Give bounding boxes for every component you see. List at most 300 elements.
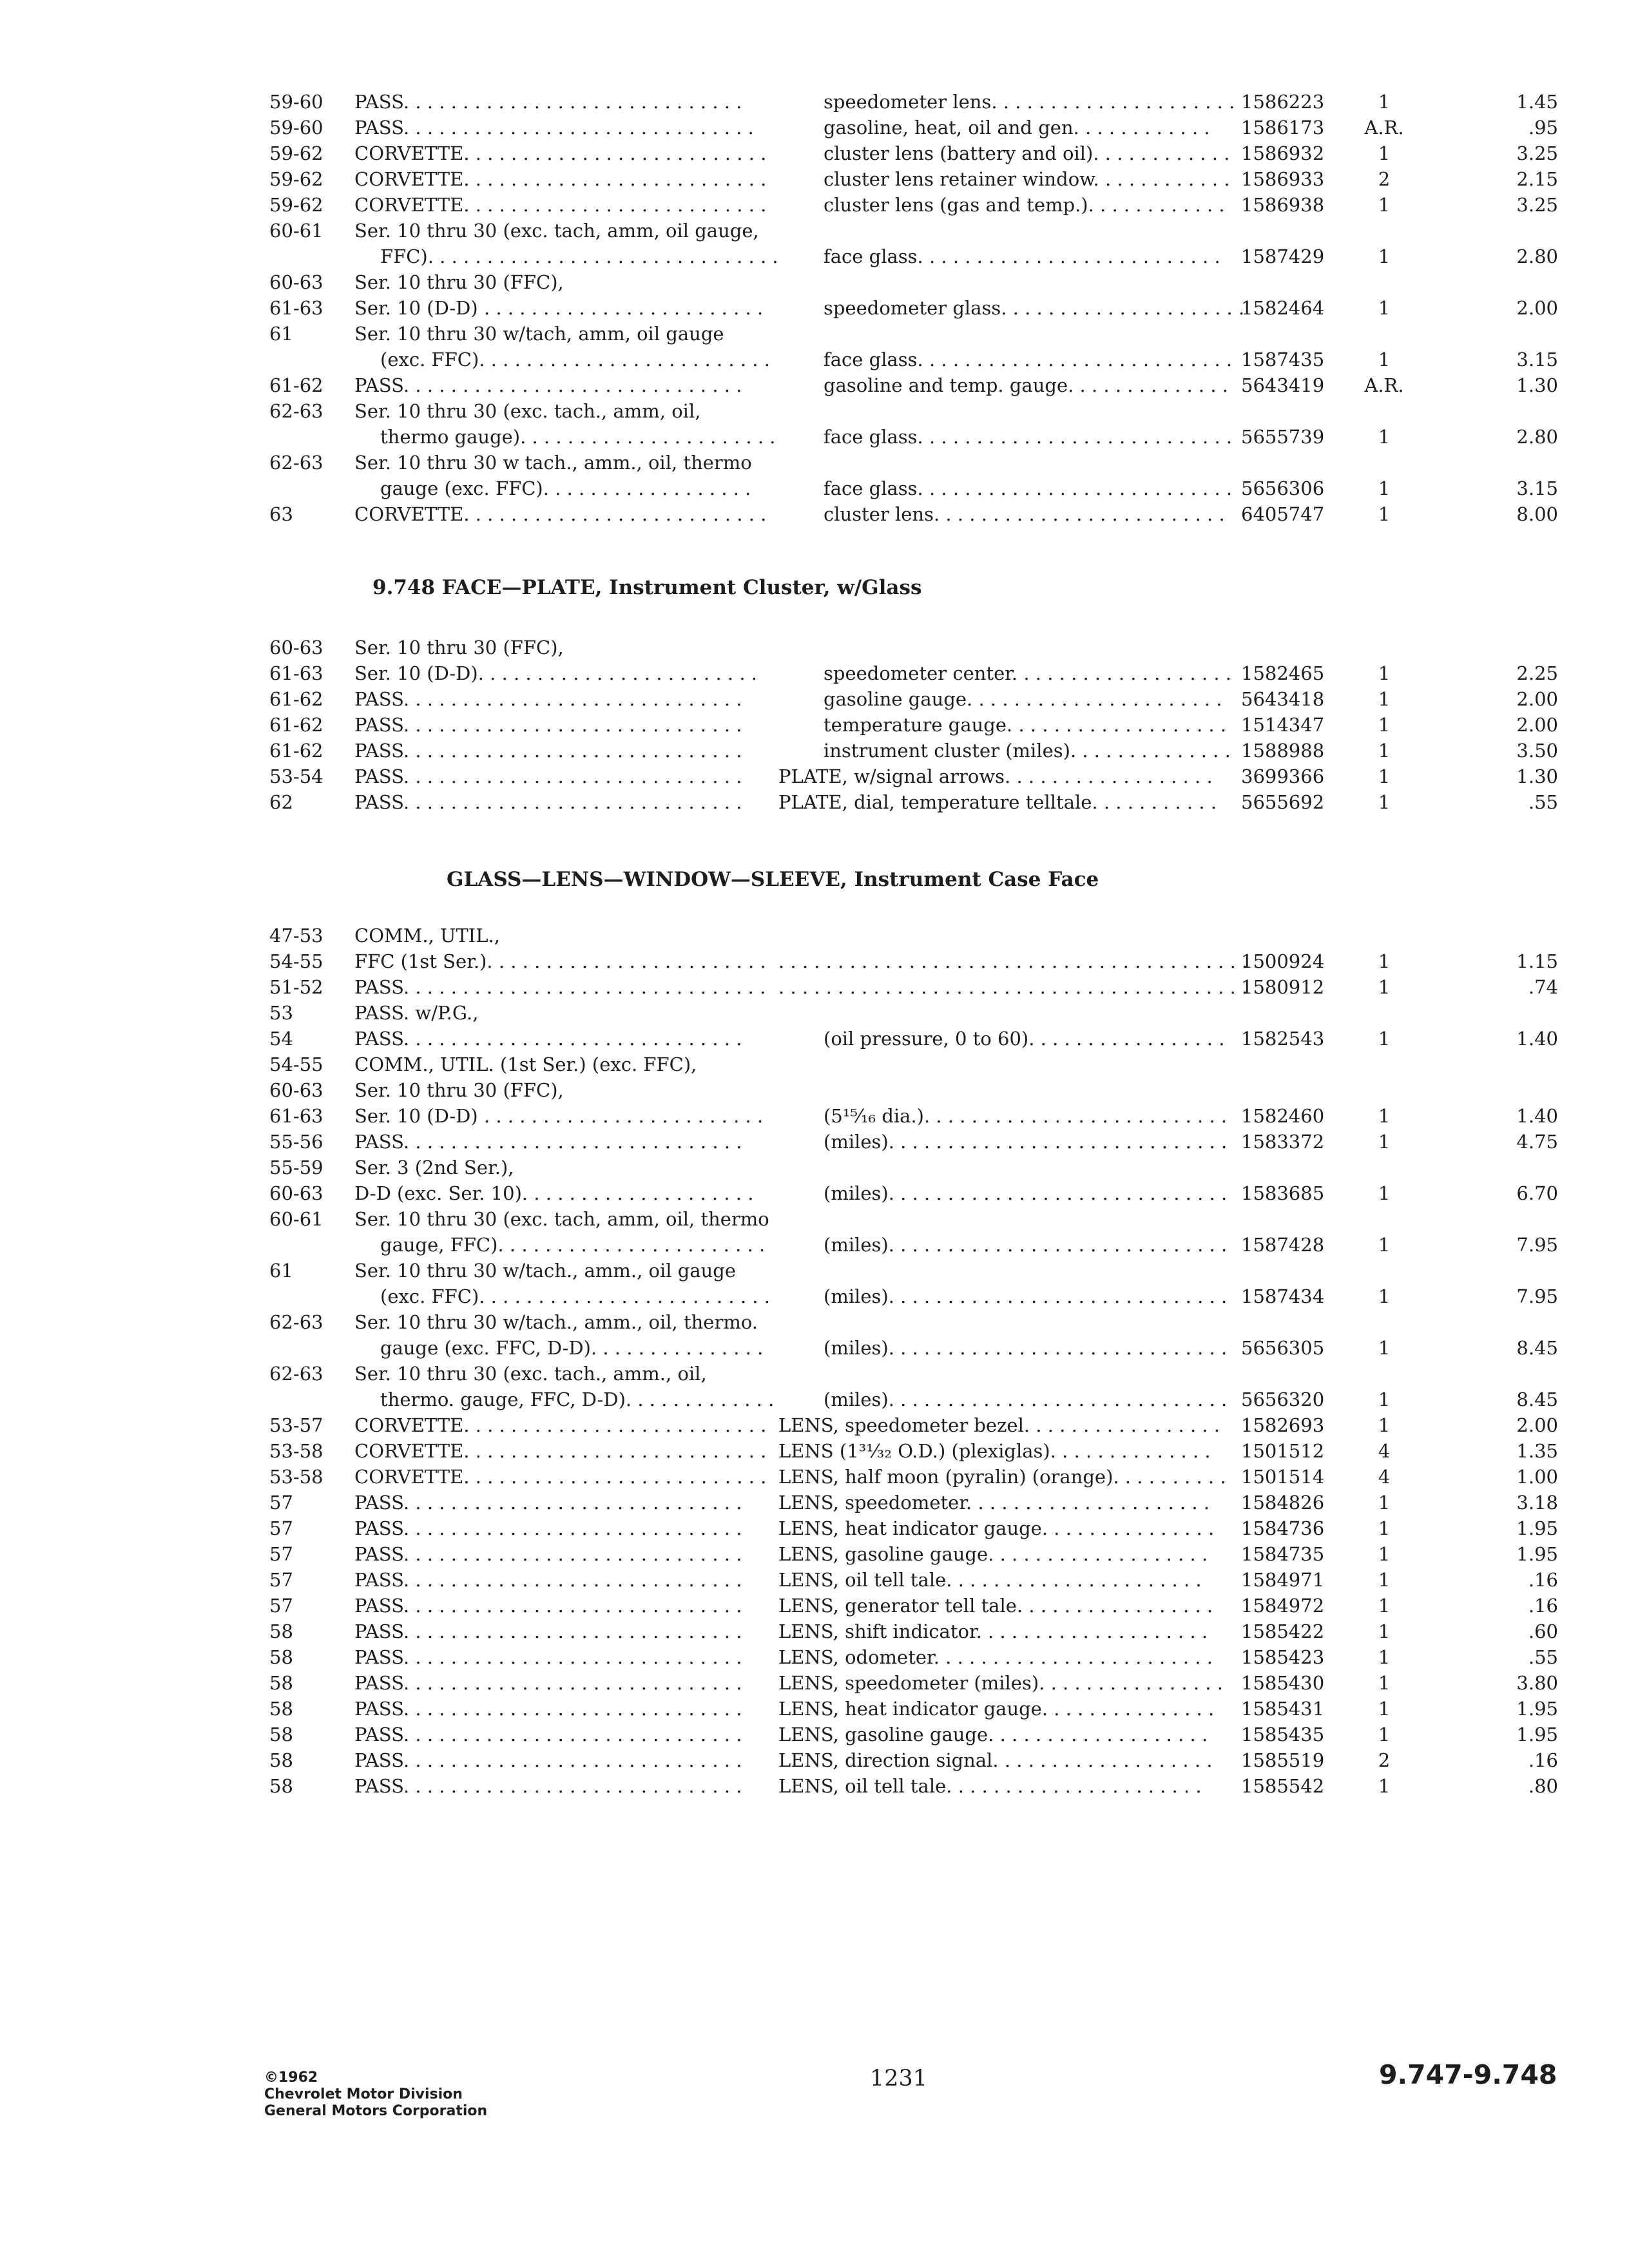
model-line: Ser. 10 thru 30 w/tach, amm, oil gauge [354, 323, 724, 345]
year-range: 60-63 [269, 1079, 323, 1101]
part-description: PLATE, w/signal arrows. . . . . . . . . . . . . . . . . . [778, 765, 1213, 787]
price: 1.40 [1516, 1105, 1558, 1127]
table-row [269, 764, 1558, 789]
model-description [354, 166, 825, 192]
model-description [354, 1464, 825, 1490]
part-description: LENS, heat indicator gauge. . . . . . . . . . . . . . . [778, 1698, 1215, 1720]
quantity: 2 [1378, 1749, 1391, 1771]
part-description: LENS, gasoline gauge. . . . . . . . . . . . . . . . . . . [778, 1543, 1208, 1565]
year-range: 59-62 [269, 194, 323, 216]
year-range: 61-62 [269, 740, 323, 762]
part-number: 5643419 [1241, 374, 1325, 396]
part-number: 1582465 [1241, 662, 1325, 684]
part-number: 1582693 [1241, 1414, 1325, 1436]
year-range: 60-63 [269, 271, 323, 293]
quantity: 1 [1378, 1285, 1391, 1307]
quantity: 1 [1378, 142, 1391, 164]
model-line: D-D (exc. Ser. 10). . . . . . . . . . . . . . . . . . . . [354, 1182, 754, 1204]
price: 1.45 [1516, 91, 1558, 113]
quantity: 1 [1378, 950, 1391, 972]
model-description [354, 1747, 825, 1773]
section-range: 9.747-9.748 [1379, 2059, 1557, 2090]
part-number: 1584971 [1241, 1569, 1325, 1591]
model-line: Ser. 10 (D-D) . . . . . . . . . . . . . . . . . . . . . . . . [354, 297, 764, 319]
model-line: PASS. . . . . . . . . . . . . . . . . . . . . . . . . . . . . [354, 714, 742, 736]
model-description [354, 712, 825, 738]
part-description: LENS, shift indicator. . . . . . . . . . . . . . . . . . . . [778, 1620, 1208, 1642]
table-row [269, 218, 1558, 269]
model-line: Ser. 10 thru 30 (exc. tach, amm, oil gauge, [354, 220, 759, 242]
model-description [354, 1077, 825, 1103]
part-number: 5656305 [1241, 1337, 1325, 1359]
model-line: Ser. 10 thru 30 (FFC), [354, 637, 564, 658]
price: 2.00 [1516, 688, 1558, 710]
footer-copyright: ©1962 [264, 2070, 318, 2086]
part-description: cluster lens (battery and oil). . . . . . . . . . . . [824, 142, 1230, 164]
footer-division: Chevrolet Motor Division [264, 2086, 463, 2102]
model-line-continued: (exc. FFC). . . . . . . . . . . . . . . . . . . . . . . . . [380, 349, 770, 370]
part-description: LENS, oil tell tale. . . . . . . . . . . . . . . . . . . . . . [778, 1775, 1202, 1797]
model-line: PASS. . . . . . . . . . . . . . . . . . . . . . . . . . . . . [354, 1698, 742, 1720]
table-row [269, 738, 1558, 764]
table-row [269, 1180, 1558, 1206]
table-row [269, 1696, 1558, 1722]
model-description [354, 372, 825, 398]
part-number: 1585431 [1241, 1698, 1325, 1720]
part-description: LENS, generator tell tale. . . . . . . . . . . . . . . . . [778, 1595, 1213, 1617]
model-description [354, 1361, 825, 1412]
model-line: CORVETTE. . . . . . . . . . . . . . . . . . . . . . . . . . [354, 1440, 767, 1462]
model-description [354, 789, 825, 815]
model-description [354, 1670, 825, 1696]
year-range: 57 [269, 1595, 293, 1617]
model-line: PASS. . . . . . . . . . . . . . . . . . . . . . . . . . . . . [354, 91, 742, 113]
year-range: 61-63 [269, 297, 323, 319]
year-range: 57 [269, 1543, 293, 1565]
model-line: PASS. . . . . . . . . . . . . . . . . . . . . . . . . . . . . [354, 1492, 742, 1514]
price: .55 [1528, 1646, 1558, 1668]
year-range: 60-61 [269, 1208, 323, 1230]
model-line: CORVETTE. . . . . . . . . . . . . . . . . . . . . . . . . . [354, 168, 767, 190]
price: .60 [1528, 1620, 1558, 1642]
price: 7.95 [1516, 1285, 1558, 1307]
table-row [269, 712, 1558, 738]
table-row [269, 450, 1558, 501]
footer-corporation: General Motors Corporation [264, 2103, 488, 2119]
model-description [354, 269, 825, 295]
quantity: 1 [1378, 1775, 1391, 1797]
model-line-continued: gauge, FFC). . . . . . . . . . . . . . . . . . . . . . . [380, 1234, 766, 1256]
model-description [354, 1515, 825, 1541]
model-description [354, 115, 825, 140]
model-line: PASS. . . . . . . . . . . . . . . . . . . . . . . . . . . . . [354, 1569, 742, 1591]
table-row [269, 1155, 1481, 1180]
quantity: 1 [1378, 1105, 1391, 1127]
part-number: 1587434 [1241, 1285, 1325, 1307]
parts-table-instrument-glass [269, 89, 1558, 527]
year-range: 53 [269, 1002, 293, 1024]
part-description: (miles). . . . . . . . . . . . . . . . . . . . . . . . . . . . . [824, 1131, 1228, 1153]
part-description: cluster lens. . . . . . . . . . . . . . . . . . . . . . . . . [824, 503, 1225, 525]
part-description: instrument cluster (miles). . . . . . . . . . . . . . [824, 740, 1231, 762]
year-range: 61-63 [269, 662, 323, 684]
price: 1.95 [1516, 1543, 1558, 1565]
part-number: 1514347 [1241, 714, 1325, 736]
table-row [269, 1077, 1481, 1103]
year-range: 54-55 [269, 950, 323, 972]
model-line: CORVETTE. . . . . . . . . . . . . . . . . . . . . . . . . . [354, 194, 767, 216]
model-line: PASS. . . . . . . . . . . . . . . . . . . . . . . . . . . . . [354, 1131, 742, 1153]
quantity: 1 [1378, 1543, 1391, 1565]
part-description: speedometer glass. . . . . . . . . . . . . . . . . . . . . [824, 297, 1245, 319]
part-description: gasoline, heat, oil and gen. . . . . . . . . . . . [824, 117, 1210, 139]
year-range: 61 [269, 1260, 293, 1282]
part-number: 1587435 [1241, 349, 1325, 370]
year-range: 61-62 [269, 374, 323, 396]
model-line: CORVETTE. . . . . . . . . . . . . . . . . . . . . . . . . . [354, 1466, 767, 1488]
year-range: 47-53 [269, 925, 323, 947]
model-description [354, 321, 825, 372]
part-description: (miles). . . . . . . . . . . . . . . . . . . . . . . . . . . . . [824, 1182, 1228, 1204]
model-description [354, 1490, 825, 1515]
part-number: 1586223 [1241, 91, 1325, 113]
year-range: 62-63 [269, 1311, 323, 1333]
table-row [269, 1773, 1558, 1799]
model-description [354, 1000, 825, 1026]
price: 3.25 [1516, 142, 1558, 164]
model-line-continued: thermo gauge). . . . . . . . . . . . . . . . . . . . . . [380, 426, 776, 448]
table-row [269, 1052, 1481, 1077]
model-description [354, 1309, 825, 1361]
model-line: Ser. 10 thru 30 (exc. tach., amm, oil, [354, 400, 701, 422]
year-range: 60-61 [269, 220, 323, 242]
part-description: . . . . . . . . . . . . . . . . . . . . . . . . . . . . . . . . . . . . . . . . [778, 950, 1248, 972]
quantity: 1 [1378, 1414, 1391, 1436]
part-number: 1583372 [1241, 1131, 1325, 1153]
model-description [354, 974, 825, 1000]
model-line: PASS. . . . . . . . . . . . . . . . . . . . . . . . . . . . . [354, 1028, 742, 1050]
quantity: 1 [1378, 426, 1391, 448]
year-range: 61-63 [269, 1105, 323, 1127]
table-row [269, 1309, 1558, 1361]
table-row [269, 686, 1558, 712]
year-range: 58 [269, 1620, 293, 1642]
model-description [354, 686, 825, 712]
quantity: 1 [1378, 1724, 1391, 1745]
part-number: 5656320 [1241, 1389, 1325, 1410]
model-description [354, 1438, 825, 1464]
model-line: CORVETTE. . . . . . . . . . . . . . . . . . . . . . . . . . [354, 503, 767, 525]
table-row [269, 192, 1558, 218]
model-line: FFC (1st Ser.). . . . . . . . . . . . . . . . . . . . . . . . [354, 950, 766, 972]
part-description: (miles). . . . . . . . . . . . . . . . . . . . . . . . . . . . . [824, 1337, 1228, 1359]
price: 1.35 [1516, 1440, 1558, 1462]
price: 1.30 [1516, 374, 1558, 396]
model-line: COMM., UTIL. (1st Ser.) (exc. FFC), [354, 1053, 697, 1075]
part-number: 1583685 [1241, 1182, 1325, 1204]
model-line-continued: thermo. gauge, FFC, D-D). . . . . . . . . . . . . [380, 1389, 775, 1410]
table-row [269, 372, 1558, 398]
price: .74 [1528, 976, 1558, 998]
part-description: . . . . . . . . . . . . . . . . . . . . . . . . . . . . . . . . . . . . . . . . [778, 976, 1248, 998]
part-description: (miles). . . . . . . . . . . . . . . . . . . . . . . . . . . . . [824, 1389, 1228, 1410]
quantity: 4 [1378, 1440, 1391, 1462]
model-line: PASS. . . . . . . . . . . . . . . . . . . . . . . . . . . . . [354, 1724, 742, 1745]
part-number: 1586938 [1241, 194, 1325, 216]
part-description: speedometer lens. . . . . . . . . . . . . . . . . . . . . [824, 91, 1235, 113]
price: 1.95 [1516, 1517, 1558, 1539]
model-line: Ser. 10 (D-D). . . . . . . . . . . . . . . . . . . . . . . . [354, 662, 757, 684]
year-range: 62 [269, 791, 293, 813]
quantity: 1 [1378, 791, 1391, 813]
part-description: face glass. . . . . . . . . . . . . . . . . . . . . . . . . . . [824, 426, 1233, 448]
table-row [269, 1000, 1481, 1026]
part-number: 5655739 [1241, 426, 1325, 448]
part-number: 1584972 [1241, 1595, 1325, 1617]
model-line: PASS. . . . . . . . . . . . . . . . . . . . . . . . . . . . . [354, 1749, 742, 1771]
table-row [269, 1464, 1558, 1490]
part-description: LENS, speedometer (miles). . . . . . . . . . . . . . . . [778, 1672, 1223, 1694]
table-row [269, 166, 1558, 192]
price: 3.18 [1516, 1492, 1558, 1514]
model-description [354, 1129, 825, 1155]
price: 2.00 [1516, 714, 1558, 736]
model-description [354, 1206, 825, 1258]
price: 3.15 [1516, 349, 1558, 370]
price: 1.40 [1516, 1028, 1558, 1050]
model-line: PASS. . . . . . . . . . . . . . . . . . . . . . . . . . . . . [354, 740, 742, 762]
section-title-face-plate: 9.748 FACE—PLATE, Instrument Cluster, w/Glass [372, 576, 922, 599]
model-description [354, 218, 825, 269]
year-range: 57 [269, 1492, 293, 1514]
model-description [354, 1541, 825, 1567]
model-line: Ser. 10 (D-D) . . . . . . . . . . . . . . . . . . . . . . . . [354, 1105, 764, 1127]
part-number: 5643418 [1241, 688, 1325, 710]
price: 3.80 [1516, 1672, 1558, 1694]
quantity: 1 [1378, 91, 1391, 113]
part-number: 1501512 [1241, 1440, 1325, 1462]
table-row [269, 1206, 1558, 1258]
year-range: 59-62 [269, 168, 323, 190]
part-number: 3699366 [1241, 765, 1325, 787]
table-row [269, 1361, 1558, 1412]
part-number: 1582543 [1241, 1028, 1325, 1050]
part-number: 1584826 [1241, 1492, 1325, 1514]
table-row [269, 1593, 1558, 1619]
table-row [269, 1515, 1558, 1541]
model-description [354, 1258, 825, 1309]
year-range: 58 [269, 1749, 293, 1771]
price: 2.80 [1516, 245, 1558, 267]
price: 3.50 [1516, 740, 1558, 762]
model-description [354, 1773, 825, 1799]
model-description [354, 635, 825, 660]
price: 3.15 [1516, 477, 1558, 499]
part-description: LENS, gasoline gauge. . . . . . . . . . . . . . . . . . . [778, 1724, 1208, 1745]
table-row [269, 140, 1558, 166]
table-row [269, 1258, 1558, 1309]
year-range: 53-57 [269, 1414, 323, 1436]
quantity: 1 [1378, 1234, 1391, 1256]
model-description [354, 764, 825, 789]
model-line: PASS. . . . . . . . . . . . . . . . . . . . . . . . . . . . . [354, 1620, 742, 1642]
price: 2.25 [1516, 662, 1558, 684]
year-range: 57 [269, 1517, 293, 1539]
quantity: 1 [1378, 245, 1391, 267]
model-line: PASS. w/P.G., [354, 1002, 479, 1024]
model-description [354, 1026, 825, 1052]
part-number: 1584736 [1241, 1517, 1325, 1539]
price: 3.25 [1516, 194, 1558, 216]
quantity: 1 [1378, 1595, 1391, 1617]
table-row [269, 1541, 1558, 1567]
quantity: 4 [1378, 1466, 1391, 1488]
year-range: 53-58 [269, 1440, 323, 1462]
year-range: 63 [269, 503, 293, 525]
quantity: 1 [1378, 1028, 1391, 1050]
price: .16 [1528, 1569, 1558, 1591]
price: 4.75 [1516, 1131, 1558, 1153]
part-description: cluster lens (gas and temp.). . . . . . . . . . . . [824, 194, 1225, 216]
model-line: Ser. 10 thru 30 w tach., amm., oil, thermo [354, 452, 752, 474]
part-description: face glass. . . . . . . . . . . . . . . . . . . . . . . . . . [824, 245, 1220, 267]
quantity: 1 [1378, 765, 1391, 787]
table-row [269, 398, 1558, 450]
model-line: PASS. . . . . . . . . . . . . . . . . . . . . . . . . . . . . [354, 765, 742, 787]
model-description [354, 948, 825, 974]
price: .55 [1528, 791, 1558, 813]
model-description [354, 923, 825, 948]
quantity: 1 [1378, 349, 1391, 370]
year-range: 62-63 [269, 452, 323, 474]
model-line: COMM., UTIL., [354, 925, 500, 947]
model-line: PASS. . . . . . . . . . . . . . . . . . . . . . . . . . . . . [354, 1775, 742, 1797]
year-range: 59-62 [269, 142, 323, 164]
quantity: 1 [1378, 194, 1391, 216]
year-range: 59-60 [269, 91, 323, 113]
table-row [269, 1412, 1558, 1438]
part-number: 1588988 [1241, 740, 1325, 762]
table-row [269, 948, 1558, 974]
part-description: (miles). . . . . . . . . . . . . . . . . . . . . . . . . . . . . [824, 1285, 1228, 1307]
part-number: 1582460 [1241, 1105, 1325, 1127]
part-number: 1582464 [1241, 297, 1325, 319]
price: 2.00 [1516, 1414, 1558, 1436]
table-row [269, 269, 1481, 295]
part-number: 1585519 [1241, 1749, 1325, 1771]
model-line: PASS. . . . . . . . . . . . . . . . . . . . . . . . . . . . . [354, 374, 742, 396]
part-description: cluster lens retainer window. . . . . . . . . . . . [824, 168, 1230, 190]
year-range: 60-63 [269, 1182, 323, 1204]
model-line-continued: gauge (exc. FFC). . . . . . . . . . . . . . . . . . [380, 477, 751, 499]
table-row [269, 974, 1558, 1000]
part-description: LENS (1³¹⁄₃₂ O.D.) (plexiglas). . . . . . . . . . . . . . [778, 1440, 1211, 1462]
quantity: 1 [1378, 1569, 1391, 1591]
model-description [354, 660, 825, 686]
part-number: 1585422 [1241, 1620, 1325, 1642]
model-line: Ser. 10 thru 30 w/tach., amm., oil, thermo. [354, 1311, 758, 1333]
part-number: 1585435 [1241, 1724, 1325, 1745]
part-number: 1585430 [1241, 1672, 1325, 1694]
price: 8.45 [1516, 1337, 1558, 1359]
table-row [269, 1438, 1558, 1464]
model-line: Ser. 10 thru 30 (FFC), [354, 271, 564, 293]
price: 7.95 [1516, 1234, 1558, 1256]
quantity: 1 [1378, 688, 1391, 710]
quantity: 1 [1378, 1620, 1391, 1642]
model-line: PASS. . . . . . . . . . . . . . . . . . . . . . . . . . . . . [354, 791, 742, 813]
model-line: PASS. . . . . . . . . . . . . . . . . . . . . . . . . . . . . [354, 1543, 742, 1565]
model-description [354, 1619, 825, 1644]
price: .16 [1528, 1595, 1558, 1617]
part-description: gasoline and temp. gauge. . . . . . . . . . . . . . [824, 374, 1229, 396]
part-number: 1586933 [1241, 168, 1325, 190]
quantity: 1 [1378, 1389, 1391, 1410]
year-range: 53-54 [269, 765, 323, 787]
model-description [354, 1052, 825, 1077]
year-range: 55-56 [269, 1131, 323, 1153]
part-description: LENS, direction signal. . . . . . . . . . . . . . . . . . . [778, 1749, 1213, 1771]
price: 1.95 [1516, 1724, 1558, 1745]
year-range: 61-62 [269, 688, 323, 710]
part-description: PLATE, dial, temperature telltale. . . . . . . . . . . [778, 791, 1217, 813]
model-description [354, 140, 825, 166]
price: 8.00 [1516, 503, 1558, 525]
part-number: 1584735 [1241, 1543, 1325, 1565]
part-description: LENS, speedometer bezel. . . . . . . . . . . . . . . . . [778, 1414, 1220, 1436]
price: 8.45 [1516, 1389, 1558, 1410]
quantity: 1 [1378, 1492, 1391, 1514]
model-line: PASS. . . . . . . . . . . . . . . . . . . . . . . . . . . . . [354, 1646, 742, 1668]
parts-table-face-plate [269, 635, 1558, 815]
model-description [354, 295, 825, 321]
model-description [354, 398, 825, 450]
quantity: 2 [1378, 168, 1391, 190]
part-description: LENS, oil tell tale. . . . . . . . . . . . . . . . . . . . . . [778, 1569, 1202, 1591]
price: 1.30 [1516, 765, 1558, 787]
year-range: 58 [269, 1646, 293, 1668]
model-description [354, 1155, 825, 1180]
part-number: 1580912 [1241, 976, 1325, 998]
model-line: PASS. . . . . . . . . . . . . . . . . . . . . . . . . . . . . . . [354, 976, 766, 998]
price: 2.00 [1516, 297, 1558, 319]
part-number: 1587429 [1241, 245, 1325, 267]
model-description [354, 89, 825, 115]
quantity: 1 [1378, 1517, 1391, 1539]
year-range: 59-60 [269, 117, 323, 139]
price: 2.80 [1516, 426, 1558, 448]
table-row [269, 1026, 1558, 1052]
table-row [269, 1619, 1558, 1644]
part-number: 5655692 [1241, 791, 1325, 813]
year-range: 58 [269, 1724, 293, 1745]
price: 1.15 [1516, 950, 1558, 972]
part-number: 6405747 [1241, 503, 1325, 525]
part-description: (miles). . . . . . . . . . . . . . . . . . . . . . . . . . . . . [824, 1234, 1228, 1256]
price: 2.15 [1516, 168, 1558, 190]
model-description [354, 1722, 825, 1747]
price: .16 [1528, 1749, 1558, 1771]
part-description: gasoline gauge. . . . . . . . . . . . . . . . . . . . . . [824, 688, 1222, 710]
table-row [269, 660, 1558, 686]
year-range: 62-63 [269, 1363, 323, 1385]
model-description [354, 1567, 825, 1593]
table-row [269, 1722, 1558, 1747]
part-number: 1586173 [1241, 117, 1325, 139]
table-row [269, 1103, 1558, 1129]
table-row [269, 1567, 1558, 1593]
quantity: 1 [1378, 662, 1391, 684]
